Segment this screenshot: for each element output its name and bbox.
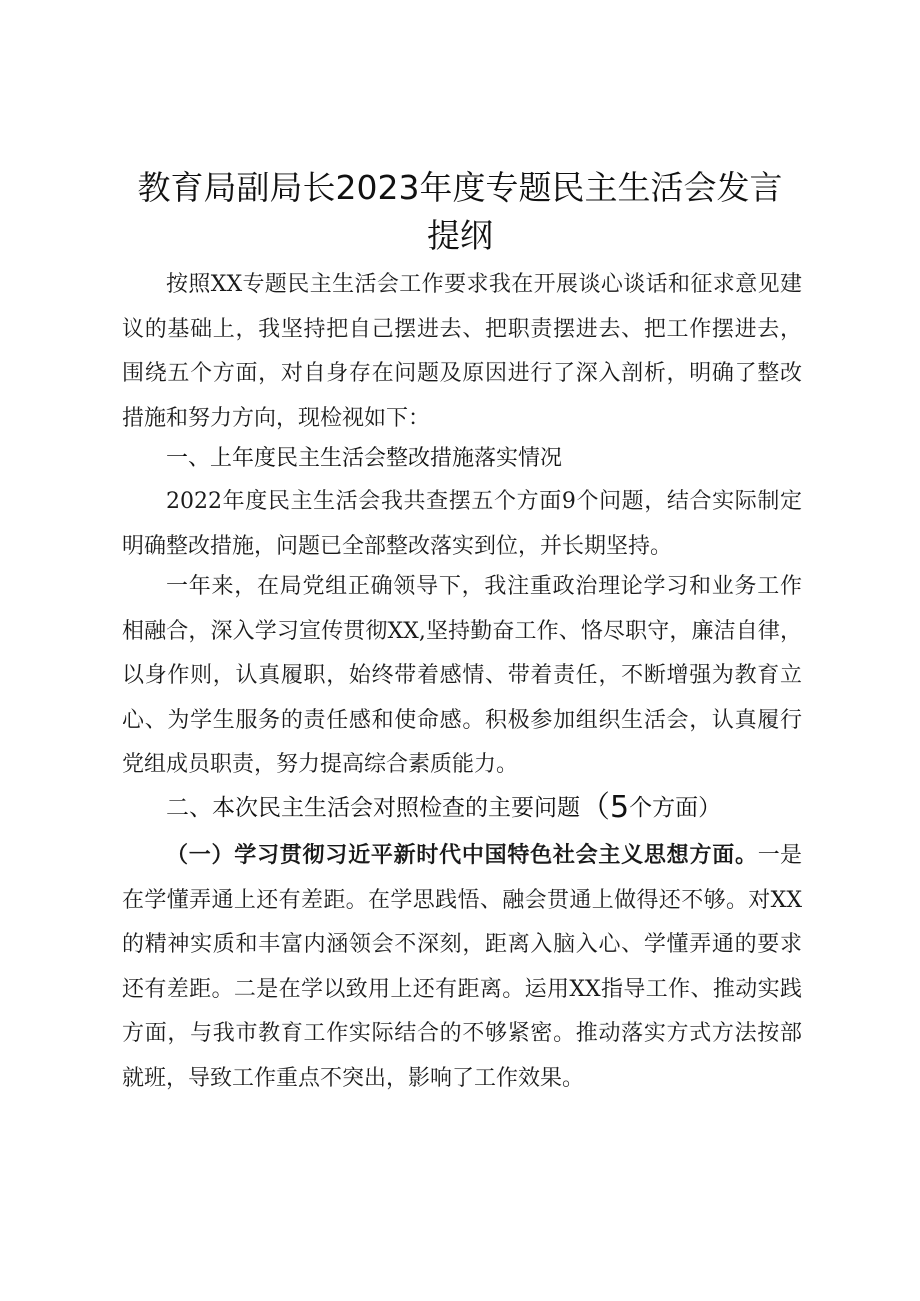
section1-paragraph-1: 2022年度民主生活会我共查摆五个方面9个问题，结合实际制定明确整改措施，问题已全部整改落实到位，并长期坚持。 xyxy=(122,489,802,559)
section2-heading-suffix: 个方面） xyxy=(629,795,722,821)
subsection1-body: 一是在学懂弄通上还有差距。在学思践悟、融会贯通上做得还不够。对XX的精神实质和丰富内涵领会不深刻，距离入脑入心、学懂弄通的要求还有差距。二是在学以致用上还有距离。运用XX指导工作、推动实践方面，与我市教育工作实际结合的不够紧密。推动落实方式方法按部就班，导致工作重点不突出，影响了工作效果。 xyxy=(122,843,802,1091)
document-title-line2: 提纲 xyxy=(427,216,493,255)
section2-heading xyxy=(166,786,721,830)
intro-paragraph: 按照XX专题民主生活会工作要求我在开展谈心谈话和征求意见建议的基础上，我坚持把自己摆进去、把职责摆进去、把工作摆进去，围绕五个方面，对自身存在问题及原因进行了深入剖析，明确了整改措施和努力方向，现检视如下： xyxy=(122,272,802,431)
section2-heading-text: 二、本次民主生活会对照检查的主要问题 xyxy=(166,795,580,821)
section2-heading-open-paren: （ xyxy=(580,790,610,825)
section1-heading: 一、上年度民主生活会整改措施落实情况 xyxy=(166,446,563,471)
section2-heading-count: 5 xyxy=(610,790,630,825)
document-title-line1: 教育局副局长2023年度专题民主生活会发言 xyxy=(137,168,783,207)
subsection1-lead: （一）学习贯彻习近平新时代中国特色社会主义思想方面。 xyxy=(166,842,758,868)
section1-paragraph-2: 一年来，在局党组正确领导下，我注重政治理论学习和业务工作相融合，深入学习宣传贯彻XX,坚持勤奋工作、恪尽职守，廉洁自律，以身作则，认真履职，始终带着感情、带着责任，不断增强为教育立心、为学生服务的责任感和使命感。积极参加组织生活会，认真履行党组成员职责，努力提高综合素质能力。 xyxy=(122,574,802,777)
section2-subsection1-paragraph xyxy=(122,833,802,1101)
